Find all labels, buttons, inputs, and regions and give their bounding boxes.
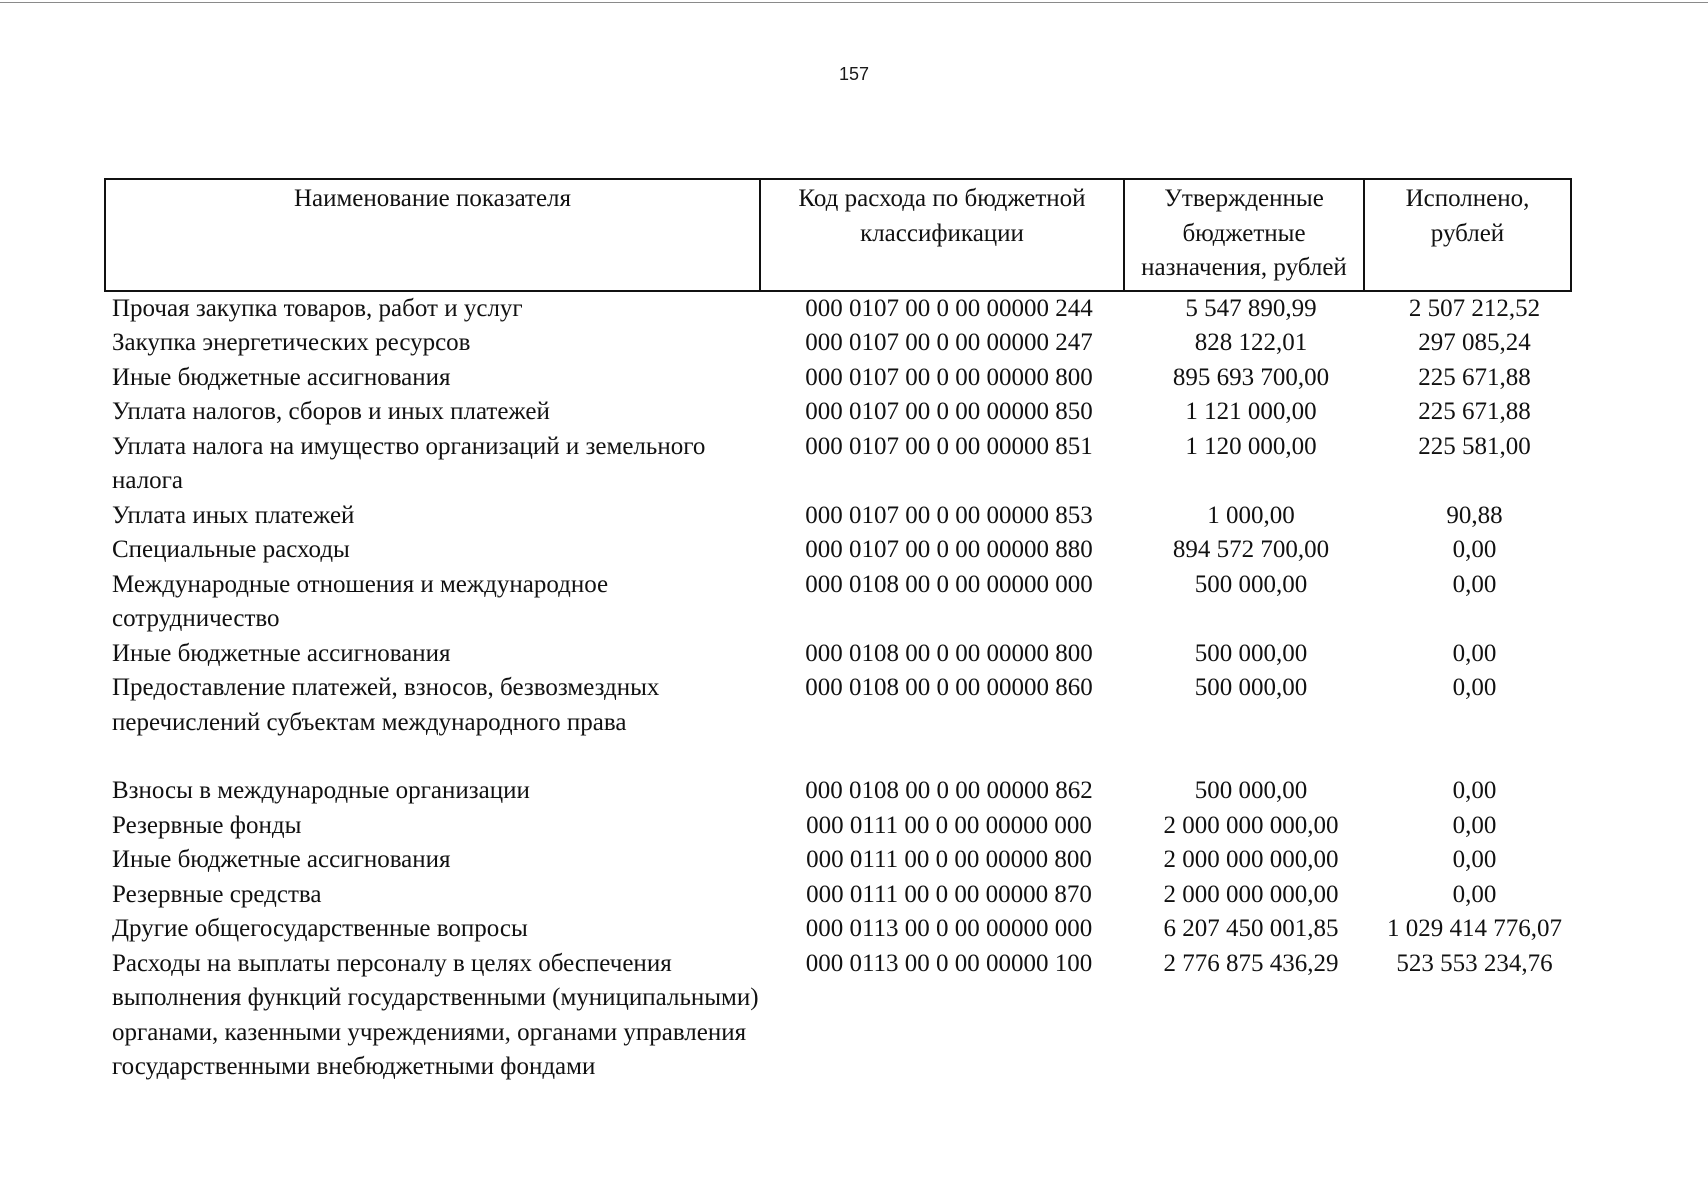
row-code: 000 0113 00 0 00 00000 100 (805, 949, 1093, 977)
row-approved: 500 000,00 (1194, 639, 1308, 667)
spacer-cell (767, 740, 1131, 774)
table-row (104, 809, 1578, 844)
row-code: 000 0107 00 0 00 00000 853 (805, 501, 1093, 529)
row-executed: 0,00 (1452, 639, 1497, 667)
row-name: Закупка энергетических ресурсов (112, 329, 471, 356)
row-name: Иные бюджетные ассигнования (112, 846, 451, 873)
row-code: 000 0111 00 0 00 00000 000 (806, 811, 1092, 839)
row-executed: 0,00 (1452, 846, 1497, 873)
table-row (104, 361, 1578, 396)
row-approved: 2 000 000 000,00 (1163, 846, 1339, 873)
table-row (104, 568, 1578, 637)
spacer-cell (1371, 740, 1578, 774)
row-code: 000 0107 00 0 00 00000 800 (805, 363, 1093, 391)
row-executed: 1 029 414 776,07 (1387, 915, 1562, 942)
table-row (104, 912, 1578, 947)
table-row (104, 843, 1578, 878)
row-executed: 0,00 (1452, 880, 1497, 908)
table-row (104, 671, 1578, 740)
header-executed: Исполнено, рублей (1364, 179, 1571, 291)
table-row (104, 947, 1578, 1085)
row-name: Уплата налогов, сборов и иных платежей (112, 398, 550, 425)
row-approved: 828 122,01 (1194, 329, 1308, 356)
row-executed: 225 671,88 (1418, 398, 1531, 425)
row-executed: 0,00 (1452, 536, 1497, 563)
row-executed: 0,00 (1452, 674, 1497, 701)
row-executed: 297 085,24 (1418, 329, 1531, 356)
row-code: 000 0113 00 0 00 00000 000 (805, 915, 1093, 942)
table-row (104, 499, 1578, 534)
row-code: 000 0111 00 0 00 00000 800 (806, 846, 1092, 873)
header-indicator-name: Наименование показателя (105, 179, 760, 291)
row-code: 000 0108 00 0 00 00000 000 (805, 570, 1093, 598)
row-executed: 225 671,88 (1418, 363, 1531, 391)
row-approved: 2 000 000 000,00 (1163, 880, 1339, 908)
spacer-cell (104, 740, 767, 774)
row-approved: 1 000,00 (1207, 501, 1295, 529)
row-executed: 2 507 212,52 (1408, 294, 1541, 322)
row-name: Иные бюджетные ассигнования (112, 639, 451, 667)
table-row (104, 292, 1578, 327)
row-approved: 895 693 700,00 (1172, 363, 1330, 391)
row-name: Специальные расходы (112, 536, 350, 563)
row-approved: 1 121 000,00 (1185, 398, 1317, 425)
row-code: 000 0111 00 0 00 00000 870 (806, 880, 1092, 908)
table-row (104, 878, 1578, 913)
row-name: Взносы в международные организации (112, 777, 530, 804)
table-body (104, 292, 1578, 1085)
row-approved: 500 000,00 (1194, 674, 1308, 701)
budget-execution-table (104, 178, 1570, 1085)
row-executed: 90,88 (1446, 501, 1503, 529)
row-code: 000 0108 00 0 00 00000 800 (805, 639, 1093, 667)
header-approved-appropriations: Утвержденные бюджетные назначения, рублей (1124, 179, 1364, 291)
row-approved: 5 547 890,99 (1185, 294, 1317, 322)
row-approved: 2 000 000 000,00 (1163, 811, 1339, 839)
row-code: 000 0107 00 0 00 00000 851 (805, 432, 1093, 460)
table-row (104, 395, 1578, 430)
row-approved: 500 000,00 (1194, 570, 1308, 598)
row-executed: 523 553 234,76 (1396, 949, 1553, 977)
row-approved: 2 776 875 436,29 (1163, 949, 1339, 977)
row-code: 000 0108 00 0 00 00000 862 (805, 777, 1093, 804)
row-code: 000 0107 00 0 00 00000 850 (805, 398, 1093, 425)
page-number: 157 (838, 64, 870, 84)
row-executed: 225 581,00 (1418, 432, 1531, 460)
table-row (104, 533, 1578, 568)
row-name: Уплата иных платежей (112, 501, 355, 529)
row-approved: 1 120 000,00 (1185, 432, 1317, 460)
table-row (104, 430, 1578, 499)
row-name: Предоставление платежей, взносов, безвозмездных перечислений субъектам международного права (112, 674, 660, 736)
row-executed: 0,00 (1452, 570, 1497, 598)
row-approved: 6 207 450 001,85 (1163, 915, 1339, 942)
row-name: Иные бюджетные ассигнования (112, 363, 451, 391)
header-expense-code: Код расхода по бюджетной классификации (760, 179, 1124, 291)
row-name: Международные отношения и международное сотрудничество (112, 570, 609, 632)
spacer-cell (1131, 740, 1371, 774)
header-row (105, 179, 1571, 291)
row-approved: 500 000,00 (1194, 777, 1308, 804)
table-row (104, 637, 1578, 672)
scan-edge-line (0, 2, 1708, 3)
table-header (104, 178, 1572, 292)
row-executed: 0,00 (1452, 811, 1497, 839)
table-row (104, 326, 1578, 361)
row-code: 000 0107 00 0 00 00000 244 (805, 294, 1093, 322)
row-name: Резервные фонды (112, 811, 302, 839)
row-name: Другие общегосударственные вопросы (112, 915, 528, 942)
row-name: Уплата налога на имущество организаций и земельного налога (112, 432, 706, 494)
row-name: Прочая закупка товаров, работ и услуг (112, 294, 523, 322)
row-code: 000 0107 00 0 00 00000 247 (805, 329, 1093, 356)
row-name: Резервные средства (112, 880, 322, 908)
row-code: 000 0108 00 0 00 00000 860 (805, 674, 1093, 701)
row-code: 000 0107 00 0 00 00000 880 (805, 536, 1093, 563)
row-executed: 0,00 (1452, 777, 1497, 804)
row-spacer (104, 740, 1578, 774)
row-approved: 894 572 700,00 (1172, 536, 1330, 563)
row-name: Расходы на выплаты персоналу в целях обеспечения выполнения функций государственными (муниципальными) органами, казенными учреждениями, органами управления государственными внебюджетными фондами (112, 949, 759, 1080)
table-row (104, 774, 1578, 809)
